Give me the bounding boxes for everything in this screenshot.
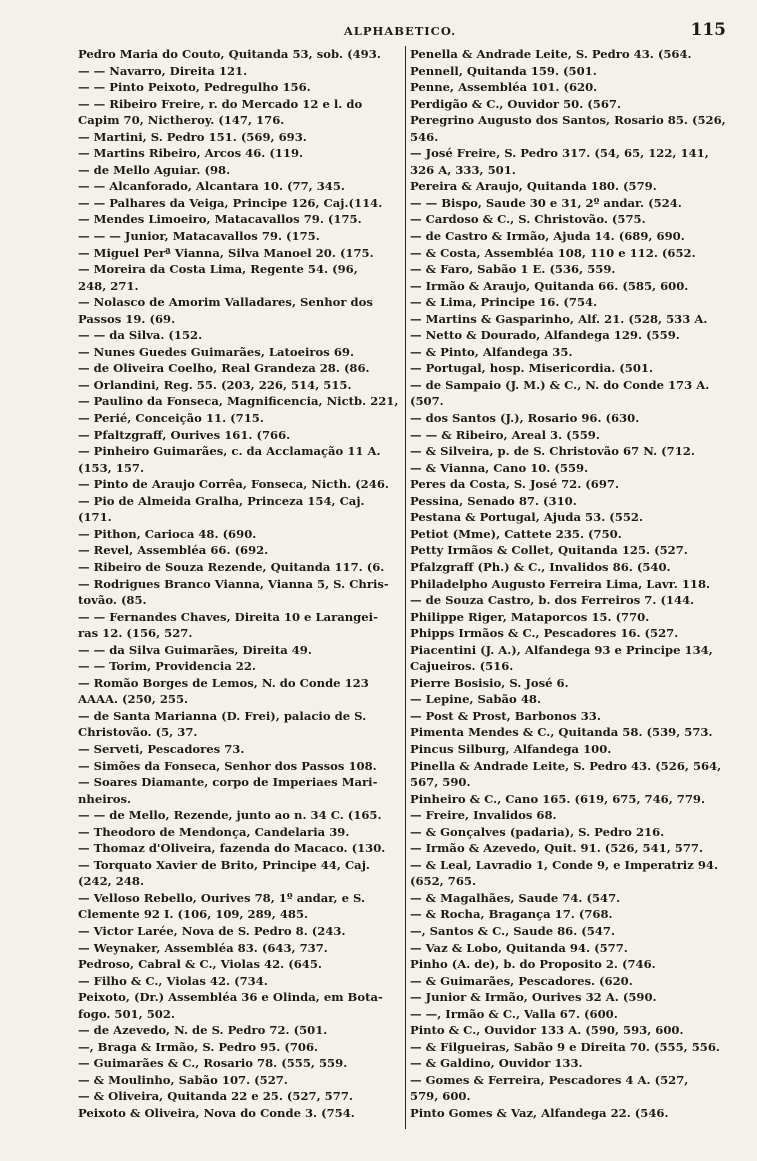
directory-entry-line: — & Guimarães, Pescadores. (620. <box>410 973 633 988</box>
directory-entry-line: Pennell, Quitanda 159. (501. <box>410 63 597 78</box>
directory-entry-line: — de Castro & Irmão, Ajuda 14. (689, 690. <box>410 229 685 244</box>
directory-entry-line: — & Magalhães, Saude 74. (547. <box>410 890 621 905</box>
directory-entry-line: — Netto & Dourado, Alfandega 129. (559. <box>410 328 680 343</box>
directory-entry-line: — Martins Ribeiro, Arcos 46. (119. <box>78 146 304 161</box>
directory-entry-line: — Moreira da Costa Lima, Regente 54. (96, <box>78 262 358 277</box>
page-number: 115 <box>690 20 726 40</box>
directory-entry-line: — & Rocha, Bragança 17. (768. <box>410 907 613 922</box>
directory-entry-line: — Nunes Guedes Guimarães, Latoeiros 69. <box>78 344 354 359</box>
directory-entry-line: — — Palhares da Veiga, Principe 126, Caj.(114. <box>78 195 383 210</box>
directory-entry-line: — — da Silva Guimarães, Direita 49. <box>78 642 312 657</box>
directory-entry-line: (242, 248. <box>78 874 144 889</box>
directory-entry-line: — de Santa Marianna (D. Frei), palacio de S. <box>78 708 367 723</box>
directory-entry-line: —, Braga & Irmão, S. Pedro 95. (706. <box>78 1039 319 1054</box>
directory-entry-line: — Junior & Irmão, Ourives 32 A. (590. <box>410 990 657 1005</box>
directory-entry-line: —, Santos & C., Saude 86. (547. <box>410 923 616 938</box>
directory-entry-line: Pinto Gomes & Vaz, Alfandega 22. (546. <box>410 1106 669 1120</box>
directory-entry-line: — Velloso Rebello, Ourives 78, 1º andar, e S. <box>78 890 366 905</box>
directory-entry-line: — & Filgueiras, Sabão 9 e Direita 70. (555, 556. <box>410 1039 720 1054</box>
directory-entry-line: — Serveti, Pescadores 73. <box>78 741 245 756</box>
directory-entry-line: — & Galdino, Ouvidor 133. <box>410 1056 583 1071</box>
directory-entry-line: Pedro Maria do Couto, Quitanda 53, sob. (493. <box>78 47 381 61</box>
directory-entry-line: — Pinto de Araujo Corrêa, Fonseca, Nicth. (246. <box>78 477 389 492</box>
directory-entry-line: Pestana & Portugal, Ajuda 53. (552. <box>410 510 643 525</box>
directory-entry-line: — Nolasco de Amorim Valladares, Senhor dos <box>78 295 373 310</box>
directory-entry-line: Pimenta Mendes & C., Quitanda 58. (539, 573. <box>410 725 713 740</box>
directory-entry-line: 579, 600. <box>410 1089 471 1104</box>
directory-entry-line: Phipps Irmãos & C., Pescadores 16. (527. <box>410 626 679 641</box>
running-title: ALPHABETICO. <box>343 24 457 38</box>
directory-entry-line: — — da Silva. (152. <box>78 328 203 343</box>
column-divider <box>405 46 406 1129</box>
directory-entry-line: Penella & Andrade Leite, S. Pedro 43. (564. <box>410 47 692 61</box>
directory-entry-line: — Guimarães & C., Rosario 78. (555, 559. <box>78 1056 348 1071</box>
directory-entry-line: — — & Ribeiro, Areal 3. (559. <box>410 427 600 442</box>
directory-entry-line: — & Silveira, p. de S. Christovão 67 N. (712. <box>410 444 695 459</box>
directory-entry-line: — Thomaz d'Oliveira, fazenda do Macaco. (130. <box>78 841 386 856</box>
directory-entry-line: — Weynaker, Assembléa 83. (643, 737. <box>78 940 328 955</box>
directory-entry-line: — & Vianna, Cano 10. (559. <box>410 460 589 475</box>
directory-entry-line: fogo. 501, 502. <box>78 1006 175 1021</box>
directory-entry-line: Pereira & Araujo, Quitanda 180. (579. <box>410 179 657 194</box>
directory-entry-line: Pedroso, Cabral & C., Violas 42. (645. <box>78 957 322 972</box>
directory-entry-line: Piacentini (J. A.), Alfandega 93 e Principe 134, <box>410 642 713 657</box>
directory-entry-line: — — Fernandes Chaves, Direita 10 e Larangei- <box>78 609 378 624</box>
directory-entry-line: — Portugal, hosp. Misericordia. (501. <box>410 361 653 376</box>
directory-entry-line: 248, 271. <box>78 278 139 293</box>
directory-entry-line: — — Ribeiro Freire, r. do Mercado 12 e l. do <box>78 96 363 111</box>
directory-entry-line: — Ribeiro de Souza Rezende, Quitanda 117. (6. <box>78 559 385 574</box>
directory-entry-line: — — Navarro, Direita 121. <box>78 63 248 78</box>
directory-entry-line: 546. <box>410 129 439 144</box>
directory-entry-line: — Pio de Almeida Gralha, Princeza 154, Caj. <box>78 493 365 508</box>
directory-entry-line: Christovão. (5, 37. <box>78 725 198 740</box>
directory-entry-line: Pinheiro & C., Cano 165. (619, 675, 746, 779. <box>410 791 706 806</box>
directory-entry-line: Pinella & Andrade Leite, S. Pedro 43. (526, 564, <box>410 758 722 773</box>
directory-entry-line: tovão. (85. <box>78 593 147 608</box>
directory-entry-line: — — Bispo, Saude 30 e 31, 2º andar. (524. <box>410 195 682 210</box>
directory-entry-line: Perdigão & C., Ouvidor 50. (567. <box>410 96 622 111</box>
directory-entry-line: — — Pinto Peixoto, Pedregulho 156. <box>78 80 311 95</box>
directory-entry-line: — Pfaltzgraff, Ourives 161. (766. <box>78 427 291 442</box>
directory-entry-line: AAAA. (250, 255. <box>78 692 189 707</box>
directory-entry-line: — Revel, Assembléa 66. (692. <box>78 543 269 558</box>
directory-entry-line: — Post & Prost, Barbonos 33. <box>410 708 601 723</box>
directory-entry-line: — de Mello Aguiar. (98. <box>78 162 231 177</box>
directory-entry-line: 326 A, 333, 501. <box>410 162 516 177</box>
directory-entry-line: — Irmão & Araujo, Quitanda 66. (585, 600. <box>410 278 689 293</box>
directory-entry-line: — de Oliveira Coelho, Real Grandeza 28. (86. <box>78 361 370 376</box>
directory-entry-line: Pierre Bosisio, S. José 6. <box>410 675 569 690</box>
directory-entry-line: Pinto & C., Ouvidor 133 A. (590, 593, 600. <box>410 1023 684 1038</box>
page-header <box>70 20 730 42</box>
directory-entry-line: — & Lima, Principe 16. (754. <box>410 295 598 310</box>
directory-entry-line: — & Leal, Lavradio 1, Conde 9, e Imperatriz 94. <box>410 857 719 872</box>
directory-entry-line: (652, 765. <box>410 874 476 889</box>
directory-entry-line: Peixoto, (Dr.) Assembléa 36 e Olinda, em Bota- <box>78 990 383 1005</box>
directory-entry-line: — — Alcanforado, Alcantara 10. (77, 345. <box>78 179 345 194</box>
directory-entry-line: — de Azevedo, N. de S. Pedro 72. (501. <box>78 1023 328 1038</box>
directory-entry-line: — Miguel Perª Vianna, Silva Manoel 20. (175. <box>78 245 374 260</box>
directory-entry-line: Petty Irmãos & Collet, Quitanda 125. (527. <box>410 543 688 558</box>
directory-entry-line: — — — Junior, Matacavallos 79. (175. <box>78 229 320 244</box>
directory-entry-line: (153, 157. <box>78 460 144 475</box>
directory-entry-line: — Victor Larée, Nova de S. Pedro 8. (243. <box>78 923 346 938</box>
directory-entry-line: — Orlandini, Reg. 55. (203, 226, 514, 515. <box>78 377 352 392</box>
directory-entry-line: Pfalzgraff (Ph.) & C., Invalidos 86. (540. <box>410 559 671 574</box>
directory-entry-line: — Martins & Gasparinho, Alf. 21. (528, 533 A. <box>410 311 708 326</box>
left-column <box>78 46 405 1142</box>
directory-entry-line: — & Pinto, Alfandega 35. <box>410 344 573 359</box>
directory-entry-line: (171. <box>78 510 112 525</box>
right-column <box>410 46 735 1142</box>
directory-entry-line: — — de Mello, Rezende, junto ao n. 34 C. (165. <box>78 808 382 823</box>
directory-entry-line: — Freire, Invalidos 68. <box>410 808 557 823</box>
directory-entry-line: — & Costa, Assembléa 108, 110 e 112. (652. <box>410 245 696 260</box>
directory-entry-line: Philippe Riger, Mataporcos 15. (770. <box>410 609 650 624</box>
directory-entry-line: Cajueiros. (516. <box>410 659 514 674</box>
directory-entry-line: — Theodoro de Mendonça, Candelaria 39. <box>78 824 350 839</box>
directory-entry-line: Pinho (A. de), b. do Proposito 2. (746. <box>410 957 656 972</box>
directory-entry-line: — Cardoso & C., S. Christovão. (575. <box>410 212 646 227</box>
directory-entry-line: — dos Santos (J.), Rosario 96. (630. <box>410 411 640 426</box>
directory-entry-line: Philadelpho Augusto Ferreira Lima, Lavr. 118. <box>410 576 711 591</box>
directory-entry-line: Peixoto & Oliveira, Nova do Conde 3. (754. <box>78 1106 355 1120</box>
directory-entry-line: Pincus Silburg, Alfandega 100. <box>410 741 612 756</box>
directory-entry-line: — Filho & C., Violas 42. (734. <box>78 973 268 988</box>
directory-entry-line: Penne, Assembléa 101. (620. <box>410 80 598 95</box>
directory-entry-line: — Pithon, Carioca 48. (690. <box>78 526 257 541</box>
directory-entry-line: — de Sampaio (J. M.) & C., N. do Conde 173 A. <box>410 377 710 392</box>
directory-entry-line: — Rodrigues Branco Vianna, Vianna 5, S. Chris- <box>78 576 389 591</box>
directory-entry-line: — José Freire, S. Pedro 317. (54, 65, 122, 141, <box>410 146 709 161</box>
directory-entry-line: Clemente 92 I. (106, 109, 289, 485. <box>78 907 309 922</box>
directory-entry-line: Pessina, Senado 87. (310. <box>410 493 577 508</box>
directory-entry-line: Capim 70, Nictheroy. (147, 176. <box>78 113 285 128</box>
directory-entry-line: — & Gonçalves (padaria), S. Pedro 216. <box>410 824 665 839</box>
directory-entry-line: — Romão Borges de Lemos, N. do Conde 123 <box>78 675 369 690</box>
directory-entry-line: — Paulino da Fonseca, Magnificencia, Nictb. 221, <box>78 394 399 409</box>
directory-entry-line: Passos 19. (69. <box>78 311 176 326</box>
directory-entry-line: — & Faro, Sabão 1 E. (536, 559. <box>410 262 616 277</box>
directory-entry-line: — Perié, Conceição 11. (715. <box>78 411 264 426</box>
directory-entry-line: — Irmão & Azevedo, Quit. 91. (526, 541, 577. <box>410 841 704 856</box>
directory-entry-line: — Pinheiro Guimarães, c. da Acclamação 11 A. <box>78 444 381 459</box>
directory-entry-line: Peregrino Augusto dos Santos, Rosario 85. (526, <box>410 113 726 128</box>
directory-entry-line: — de Souza Castro, b. dos Ferreiros 7. (144. <box>410 593 695 608</box>
directory-entry-line: 567, 590. <box>410 775 471 790</box>
directory-entry-line: ras 12. (156, 527. <box>78 626 193 641</box>
directory-entry-line: — & Oliveira, Quitanda 22 e 25. (527, 577. <box>78 1089 353 1104</box>
directory-entry-line: — & Moulinho, Sabão 107. (527. <box>78 1072 288 1087</box>
directory-entry-line: — — Torim, Providencia 22. <box>78 659 256 674</box>
directory-entry-line: Petiot (Mme), Cattete 235. (750. <box>410 526 622 541</box>
directory-entry-line: — Simões da Fonseca, Senhor dos Passos 108. <box>78 758 377 773</box>
directory-entry-line: Peres da Costa, S. José 72. (697. <box>410 477 620 492</box>
directory-entry-line: — Soares Diamante, corpo de Imperiaes Mari- <box>78 775 378 790</box>
directory-entry-line: nheiros. <box>78 791 132 806</box>
directory-entry-line: — Vaz & Lobo, Quitanda 94. (577. <box>410 940 628 955</box>
directory-entry-line: (507. <box>410 394 444 409</box>
directory-entry-line: — Martini, S. Pedro 151. (569, 693. <box>78 129 307 144</box>
directory-entry-line: — Torquato Xavier de Brito, Principe 44, Caj. <box>78 857 370 872</box>
directory-entry-line: — Lepine, Sabão 48. <box>410 692 541 707</box>
directory-entry-line: — Mendes Limoeiro, Matacavallos 79. (175. <box>78 212 362 227</box>
directory-entry-line: — —, Irmão & C., Valla 67. (600. <box>410 1006 618 1021</box>
directory-entry-line: — Gomes & Ferreira, Pescadores 4 A. (527, <box>410 1072 689 1087</box>
